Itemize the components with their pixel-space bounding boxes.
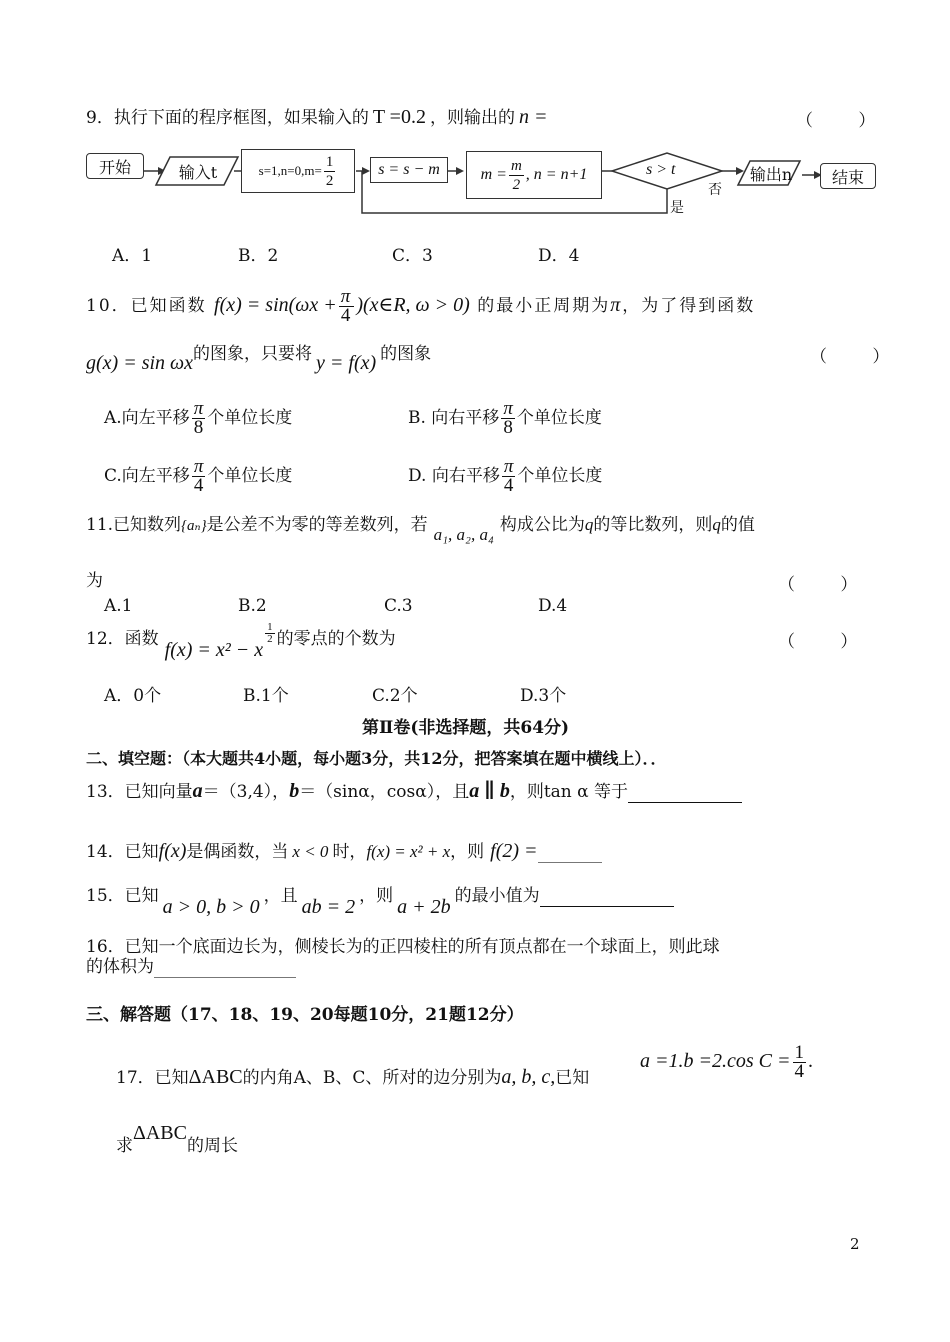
part2-title: 第Ⅱ卷(非选择题，共64分) — [362, 718, 570, 738]
flow-update-s-label: s = s − m — [378, 161, 440, 178]
flow-init — [241, 149, 355, 193]
q9-option-a: A．1 — [112, 246, 153, 266]
flow-end — [820, 163, 876, 189]
q13-a-val: ＝（3,4）， — [202, 782, 290, 802]
q11-answer-paren: （ ） — [778, 575, 878, 595]
q12-answer-paren: （ ） — [778, 632, 878, 652]
q10-option-a: A.向左平移 $\frac{\pi}{8}$ 个单位长度 — [104, 398, 293, 438]
flow-condition: s > t — [646, 161, 676, 178]
q13-parallel: a ∥ b — [469, 780, 510, 802]
q15-mid: ，且 — [263, 886, 298, 906]
q14-mid2: 时， — [332, 842, 367, 862]
q17-triangle: ΔABC — [188, 1066, 243, 1088]
flow-init-label: s=1,n=0,m= — [258, 163, 322, 178]
q12-option-c: C.2个 — [372, 686, 418, 706]
q17-mid: 的内角A、B、C、所对的边分别为 — [242, 1068, 502, 1088]
q10-end: ，为了得到函数 — [622, 296, 756, 316]
flow-update-n: , n = n+1 — [525, 166, 588, 183]
q15-mid2: ，则 — [359, 886, 394, 906]
q17-line1 — [116, 1066, 589, 1089]
q11-q2: q — [712, 515, 721, 534]
q10-f-expr-b: )(x∈R, ω > 0) — [356, 294, 470, 316]
q9-option-c: C．3 — [392, 246, 433, 266]
q10-pi: π — [610, 294, 623, 316]
flow-update-s — [370, 157, 448, 183]
q12-pre: 12．函数 — [86, 629, 159, 649]
q15-pre: 15．已知 — [86, 886, 159, 906]
q17-given-expr: a =1.b =2.cos C = — [640, 1050, 791, 1072]
q14-fx: f(x) — [158, 840, 187, 862]
q15-post: 的最小值为 — [454, 886, 540, 906]
q15-expr: a + 2b — [397, 896, 451, 918]
q10-option-b: B. 向右平移 $\frac{\pi}{8}$ 个单位长度 — [408, 398, 602, 438]
q10-line2-mid: 的图象，只要将 — [193, 344, 313, 364]
q11-end: 的值 — [720, 515, 755, 535]
q12-exponent: $\frac{1}{2}$ — [267, 621, 273, 645]
q12-expr: f(x) = x² − x — [164, 639, 264, 661]
q14-mid3: ，则 — [450, 842, 485, 862]
q10-f-frac: $\frac{\pi}{4}$ — [340, 286, 353, 326]
q17-sides: a, b, c, — [501, 1066, 556, 1088]
q10-y-expr: y = f(x) — [316, 352, 377, 374]
q12-option-d: D.3个 — [520, 686, 567, 706]
q10-line1 — [86, 288, 755, 325]
q11-option-c: C.3 — [384, 596, 413, 616]
flow-yes-label: 是 — [670, 200, 684, 216]
q13-vector-b: b — [289, 780, 300, 802]
q12-post: 的零点的个数为 — [276, 629, 396, 649]
flow-update-mn — [466, 151, 602, 199]
q10-option-d: D. 向右平移 $\frac{\pi}{4}$ 个单位长度 — [408, 456, 603, 496]
flow-end-label: 结束 — [831, 167, 864, 187]
q10-line2-end: 的图象 — [380, 344, 432, 364]
flow-input — [170, 157, 226, 185]
flow-input-label: 输入t — [178, 162, 218, 182]
q14-cond: x < 0 — [292, 842, 329, 861]
flow-output-label: 输出n — [749, 164, 793, 184]
q16-answer-blank[interactable] — [154, 959, 296, 978]
q11-mid2: 构成公比为 — [499, 515, 585, 535]
q14-pre: 14．已知 — [86, 842, 159, 862]
q17-mid2: 已知 — [555, 1068, 590, 1088]
q14-line — [86, 840, 602, 863]
q10-g-expr: g(x) = sin ωx — [86, 352, 194, 374]
q9-after: ，则输出的 — [429, 108, 515, 128]
section3-title: 三、解答题（17、18、19、20每题10分，21题12分） — [86, 1005, 524, 1025]
q17-line2 — [116, 1122, 238, 1156]
q16-line1: 16．已知一个底面边长为，侧棱长为的正四棱柱的所有顶点都在一个球面上，则此球 — [86, 937, 720, 957]
q17-line2-pre: 求 — [116, 1136, 133, 1156]
q10-f-expr-a: f(x) = sin(ωx + — [214, 294, 337, 316]
q15-line — [86, 884, 674, 918]
q13-vector-a: a — [192, 780, 203, 802]
page-number: 2 — [850, 1235, 860, 1253]
q13-b-val: ＝（sinα，cosα），且 — [299, 782, 470, 802]
q17-given-frac: $\frac{1}{4}$ — [794, 1042, 804, 1082]
q13-pre: 13．已知向量 — [86, 782, 193, 802]
q11-seq: {aₙ} — [181, 518, 207, 534]
q16-line2 — [86, 956, 296, 978]
q11-mid: 是公差不为零的等差数列，若 — [206, 515, 428, 535]
q13-answer-blank[interactable] — [628, 784, 742, 803]
q11-pre: 11.已知数列 — [86, 515, 182, 535]
q9-option-b: B．2 — [238, 246, 279, 266]
q11-line1 — [86, 514, 755, 544]
q10-answer-paren: （ ） — [810, 347, 910, 367]
q10-line2 — [86, 342, 432, 374]
flow-update-m-frac: $\frac{m}{2}$ — [510, 157, 522, 193]
q14-answer-blank[interactable] — [538, 844, 602, 863]
q17-given — [640, 1044, 813, 1081]
flow-output — [744, 161, 798, 185]
q9-answer-paren: （ ） — [796, 111, 896, 131]
q10-post: 的最小正周期为 — [477, 296, 611, 316]
q17-pre: 17．已知 — [116, 1068, 189, 1088]
q9-T-expr: T =0.2 — [372, 106, 426, 128]
q9-option-d: D．4 — [538, 246, 580, 266]
q11-terms: a₁, a₂, a₄ — [433, 525, 494, 544]
q11-q: q — [584, 515, 594, 534]
q15-cond: a > 0, b > 0 — [162, 896, 260, 918]
q9-flowchart — [86, 145, 886, 225]
q11-option-a: A.1 — [104, 596, 133, 616]
q11-line2: 为 — [86, 571, 103, 591]
q11-option-b: B.2 — [238, 596, 267, 616]
flow-start-label: 开始 — [98, 157, 131, 177]
q10-pre: 10．已知函数 — [86, 296, 207, 316]
section2-title: 二、填空题：（本大题共4小题，每小题3分，共12分，把答案填在题中横线上）．． — [86, 749, 667, 768]
q14-ask: f(2) = — [490, 840, 538, 862]
flow-update-m-pre: m = — [480, 166, 507, 183]
q15-answer-blank[interactable] — [540, 888, 674, 907]
q11-option-d: D.4 — [538, 596, 568, 616]
q13-line — [86, 780, 742, 803]
q16-line2-text: 的体积为 — [86, 957, 154, 977]
q17-line2-triangle: ΔABC — [133, 1122, 187, 1144]
q14-expr: f(x) = x² + x — [366, 842, 451, 861]
q9-text: 9．执行下面的程序框图，如果输入的 — [86, 108, 369, 128]
q9-n-expr: n = — [518, 106, 548, 128]
q12-option-a: A．0个 — [104, 686, 162, 706]
flow-no-label: 否 — [708, 182, 722, 198]
flow-init-frac: $\frac{1}{2}$ — [325, 153, 334, 189]
q9-stem — [86, 106, 547, 129]
q14-mid: 是偶函数，当 — [186, 842, 289, 862]
q13-post: ，则tan α 等于 — [509, 782, 629, 802]
q17-line2-post: 的周长 — [186, 1136, 238, 1156]
q15-ab: ab = 2 — [301, 896, 356, 918]
q10-option-c: C.向左平移 $\frac{\pi}{4}$ 个单位长度 — [104, 456, 293, 496]
q11-mid3: 的等比数列，则 — [593, 515, 713, 535]
q17-given-end: . — [808, 1050, 813, 1072]
q12-line — [86, 621, 396, 661]
q12-option-b: B.1个 — [243, 686, 289, 706]
flow-start — [86, 153, 144, 179]
